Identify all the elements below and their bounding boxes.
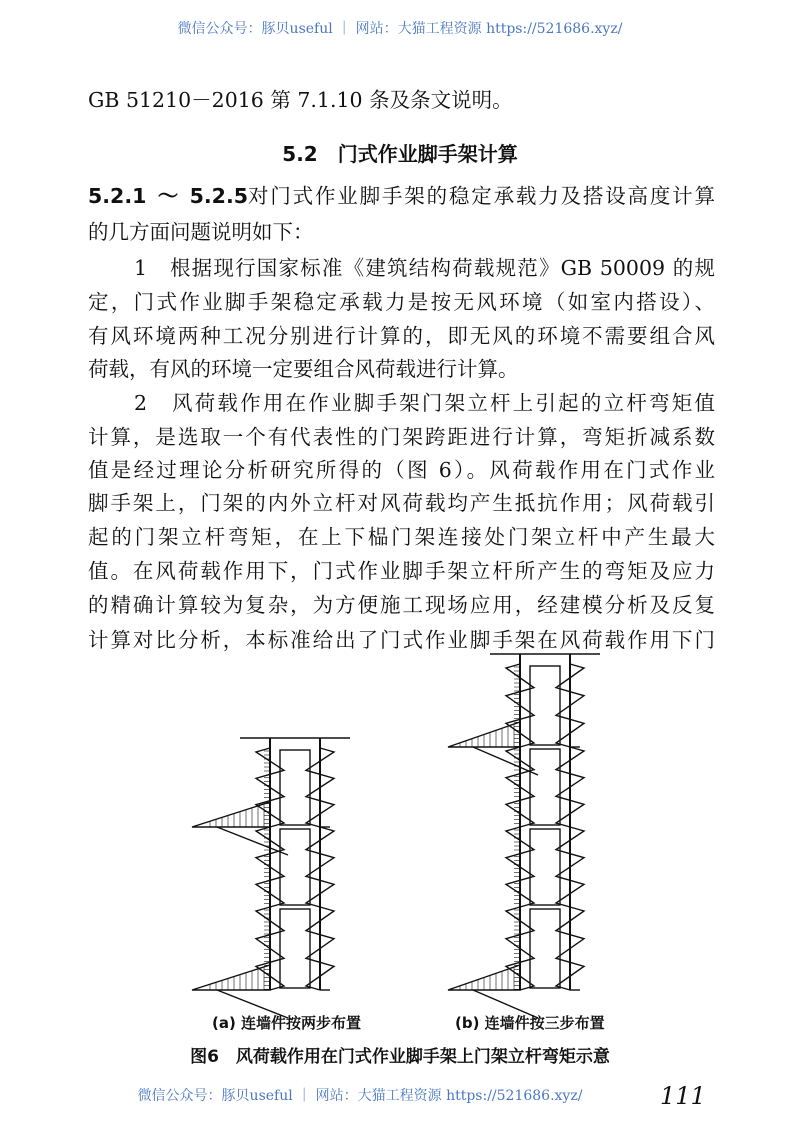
text-line: 计算，是选取一个有代表性的门架跨距进行计算，弯矩折减系数: [88, 425, 715, 449]
text-line: GB 51210－2016 第 7.1.10 条及条文说明。: [88, 88, 513, 112]
door-frame: [530, 749, 560, 825]
text-line: 2 风荷载作用在作业脚手架门架立杆上引起的立杆弯矩值: [134, 391, 715, 415]
door-frame: [530, 909, 560, 988]
peak-moment: [217, 827, 288, 855]
text-line: 1 根据现行国家标准《建筑结构荷载规范》GB 50009 的规: [134, 256, 715, 280]
text-line: 的精确计算较为复杂，为方便施工现场应用，经建模分析及反复: [88, 593, 715, 617]
text-line: 值。在风荷载作用下，门式作业脚手架立杆所产生的弯矩及应力: [88, 559, 715, 583]
text-line: 的几方面问题说明如下：: [88, 220, 314, 244]
door-frame: [530, 666, 560, 745]
caption-b: (b) 连墙件按三步布置: [455, 1014, 605, 1032]
text-line: 起的门架立杆弯矩，在上下榀门架连接处门架立杆中产生最大: [88, 525, 715, 549]
door-frame: [530, 829, 560, 905]
text-line: 计算对比分析，本标准给出了门式作业脚手架在风荷载作用下门: [88, 628, 715, 652]
watermark-top: 微信公众号：豚贝useful ｜ 网站：大猫工程资源 https://521686.xyz/: [177, 21, 623, 37]
text-line: 值是经过理论分析研究所得的（图 6）。风荷载作用在门式作业: [88, 458, 715, 482]
door-frame: [280, 750, 310, 825]
clause-number: 5.2.1～5.2.5: [88, 184, 248, 208]
text-line: 定，门式作业脚手架稳定承载力是按无风环境（如室内搭设）、: [88, 290, 715, 314]
diagram-b: [448, 654, 600, 1018]
figure-title: 图6 风荷载作用在门式作业脚手架上门架立杆弯矩示意: [190, 1047, 610, 1067]
text-line: 有风环境两种工况分别进行计算的，即无风的环境不需要组合风: [88, 324, 715, 348]
text-line: 荷载，有风的环境一定要组合风荷载进行计算。: [88, 357, 519, 381]
door-frame: [280, 909, 310, 988]
page-number: 111: [660, 1082, 706, 1110]
text-line: 脚手架上，门架的内外立杆对风荷载均产生抵抗作用；风荷载引: [88, 491, 715, 515]
section-heading: 5.2 门式作业脚手架计算: [282, 142, 518, 166]
watermark-bottom: 微信公众号：豚贝useful ｜ 网站：大猫工程资源 https://521686.xyz/: [137, 1088, 583, 1104]
text-line: 对门式作业脚手架的稳定承载力及搭设高度计算: [248, 184, 715, 208]
caption-a: (a) 连墙件按两步布置: [212, 1014, 362, 1032]
diagram-a: [192, 738, 350, 1018]
door-frame: [280, 829, 310, 905]
